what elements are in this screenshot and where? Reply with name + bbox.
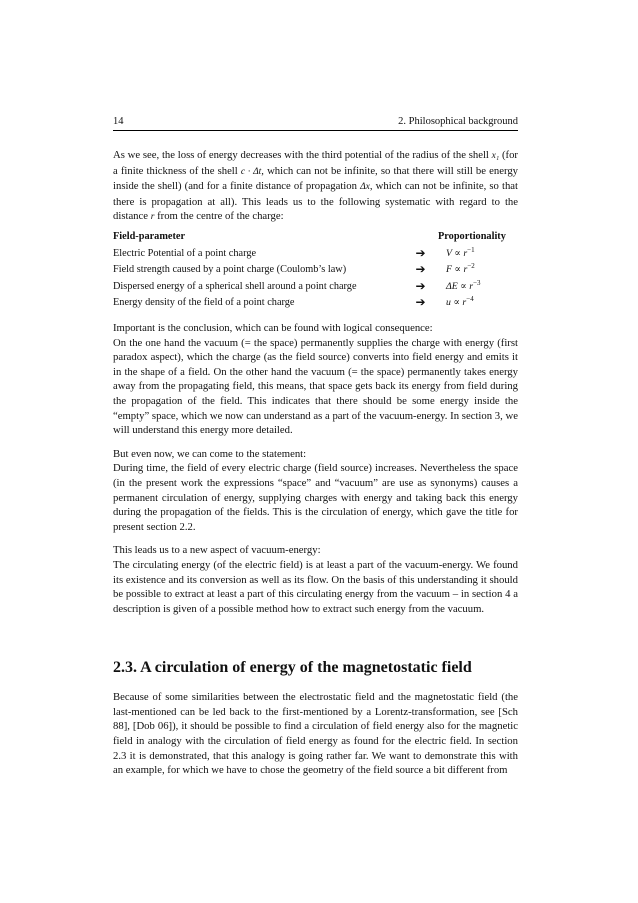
conclusion-lead: Important is the conclusion, which can be found with logical consequence: [113,322,433,334]
row-param: Electric Potential of a point charge [113,247,257,259]
right-arrow-icon: ➔ [415,262,426,277]
conclusion-body: On the one hand the vacuum (= the space) permanently supplies the charge with energy (first paradox aspect), which the charge (as the field source) converts into field energy and emits it in the shape of a field. On the other hand the vacuum (= the space) permanently takes energy away from the propagating field, this means, that space gets back its energy from field during the propagation of the field. This indicates that there should be some energy inside the “empty” space, which we now can understand as a part of the vacuum-energy. In section 3, we will understand this energy more detailed. [113,336,518,437]
column-header-field-parameter: Field-parameter [113,231,186,243]
table-row [113,278,518,294]
right-arrow-icon: ➔ [415,278,426,293]
magnetostatic-paragraph: Because of some similarities between the electrostatic field and the magnetostatic field (the last-mentioned can be led back to the first-mentioned by a Lorentz-transformation, see [Sch 88], [Dob 06]), it should be possible to find a circulation of field energy also for the magnetic field in analogy with the circulation of field energy as found for the electric field. In section 2.3 it is demonstrated, that this analogy is going rather far. We want to demonstrate this with an example, for which we have to chose the geometry of the field source a bit different from [113,691,518,777]
field-parameter-table [113,229,518,311]
running-section-title: 2. Philosophical background [398,116,518,127]
intro-text-3b: , which can not be [369,180,450,193]
table-row [113,295,518,311]
intro-text-4: infinite, so that there is propagation at all). This leads us to the following systematic with [113,180,519,208]
intro-text-3a: energy inside the shell) (and for a finite distance of propagation [113,164,519,193]
intro-text-5a: regard to the distance [113,195,519,223]
page-number: 14 [113,116,124,127]
math-r: r [150,212,155,223]
row-param: Field strength caused by a point charge (Coulomb’s law) [113,264,347,276]
statement-paragraph [113,447,518,535]
vacuum-energy-body: The circulating energy (of the electric field) is at least a part of the vacuum-energy. We found its existence and its conversion as well as its flow. On the basis of this understanding it should be possible to extract at least a part of this circulating energy from the vacuum – in section 4 a description is given of a possible method how to extract such energy from the vacuum. [113,558,518,615]
row-proportionality: $V \propto r^{-1}$ [446,245,475,259]
intro-text-2b: , which can not be infinite, so that there will still be [261,164,487,177]
table-row [113,262,518,278]
math-dx: Δx [360,182,370,193]
row-proportionality: $F \propto r^{-2}$ [446,262,475,276]
row-proportionality: $\Delta E \propto r^{-3}$ [446,278,481,292]
right-arrow-icon: ➔ [415,295,426,310]
row-proportionality: $u \propto r^{-4}$ [446,295,474,309]
row-param: Energy density of the field of a point charge [113,297,295,309]
math-c-dt: c · Δt [240,166,262,177]
table-header-row [113,229,518,245]
column-header-proportionality: Proportionality [438,231,506,243]
intro-text-5b: from the centre of the charge: [157,210,284,223]
conclusion-paragraph [113,321,518,438]
right-arrow-icon: ➔ [415,245,426,260]
intro-paragraph [113,148,518,225]
row-param: Dispersed energy of a spherical shell around a point charge [113,280,357,292]
page-body [113,148,518,778]
table-row [113,245,518,261]
vacuum-energy-paragraph [113,543,518,616]
statement-body: During time, the field of every electric charge (field source) increases. Nevertheless the space (in the present work the expressions “space” and “vacuum” are use as synonyms) causes a permanent circulation of energy, supplying charges with energy and taking back this energy during the propagation of the fields. This is the circulation of energy, which gave the title for present section 2.2. [113,462,518,533]
intro-text-2a: (for a finite thickness of the shell [113,149,518,177]
page-header [113,116,518,131]
intro-text-1: As we see, the loss of energy decreases with the third potential of the radius of the shell [113,149,489,161]
vacuum-energy-lead: This leads us to a new aspect of vacuum-energy: [113,544,321,557]
section-heading: 2.3. A circulation of energy of the magnetostatic field [113,659,472,677]
statement-lead: But even now, we can come to the statement: [113,447,307,460]
math-x1: x₁ [491,151,500,161]
